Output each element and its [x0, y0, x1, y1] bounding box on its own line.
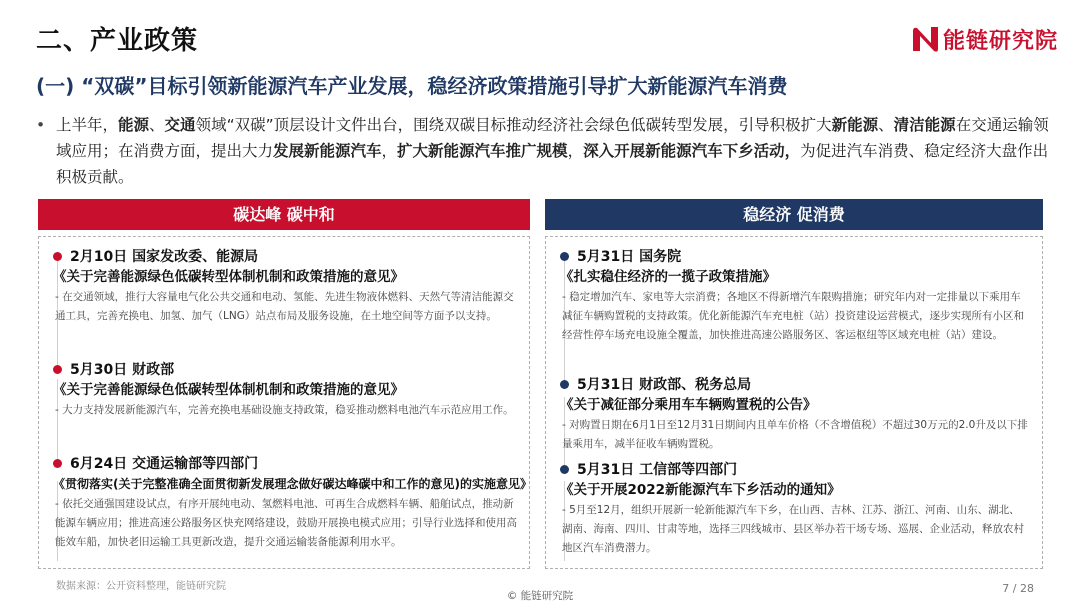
policy-date: 6月24日 交通运输部等四部门 — [70, 456, 259, 472]
policy-item — [560, 459, 1030, 558]
policy-title: 《关于减征部分乘用车车辆购置税的公告》 — [560, 397, 817, 413]
policy-item — [560, 246, 1030, 345]
logo-n-icon — [911, 25, 941, 53]
page-number: 7 / 28 — [1002, 582, 1034, 595]
brand-logo — [911, 24, 1058, 54]
intro-highlight: 新能源 — [831, 116, 879, 134]
logo-text: 能链研究院 — [942, 28, 1058, 54]
policy-item — [53, 246, 517, 326]
policy-title: 《扎实稳住经济的一揽子政策措施》 — [560, 269, 776, 285]
intro-highlight: 清洁能源 — [893, 116, 956, 134]
policy-desc: - 在交通领域，推行大容量电气化公共交通和电动、氢能、先进生物液体燃料、天然气等清洁能源交通工具，完善充换电、加氢、加气（LNG）站点布局及服务设施，在土地空间等方面予以支持。 — [55, 291, 514, 322]
policy-title: 《关于完善能源绿色低碳转型体制机制和政策措施的意见》 — [53, 382, 404, 398]
policy-desc: - 大力支持发展新能源汽车，完善充换电基础设施支持政策，稳妥推动燃料电池汽车示范应用工作。 — [55, 404, 514, 416]
intro-paragraph — [36, 112, 1056, 190]
policy-desc: - 依托交通强国建设试点，有序开展纯电动、氢燃料电池、可再生合成燃料车辆、船舶试点，推动新能源车辆应用；推进高速公路服务区快充网络建设，鼓励开展换电模式应用；引导行业选择和使用高能效车船，加快老旧运输工具更新改造，提升交通运输装备能源利用水平。 — [55, 498, 517, 548]
policy-desc: - 稳定增加汽车、家电等大宗消费；各地区不得新增汽车限购措施；研究年内对一定排量以下乘用车减征车辆购置税的支持政策。优化新能源汽车充电桩（站）投资建设运营模式，逐步实现所有小区和经营性停车场充电设施全覆盖，加快推进高速公路服务区、客运枢纽等区域充电桩（站）建设。 — [562, 291, 1024, 341]
policy-desc: - 5月至12月，组织开展新一轮新能源汽车下乡，在山西、吉林、江苏、浙江、河南、山东、湖北、湖南、海南、四川、甘肃等地，选择三四线城市、县区举办若干场专场、巡展、企业活动，释放农村地区汽车消费潜力。 — [562, 504, 1024, 554]
timeline-dot-icon — [53, 459, 62, 468]
policy-desc: - 对购置日期在6月1日至12月31日期间内且单车价格（不含增值税）不超过30万元的2.0升及以下排量乘用车，减半征收车辆购置税。 — [562, 419, 1028, 450]
intro-highlight: 发展新能源汽车 — [273, 142, 382, 160]
policy-date: 2月10日 国家发改委、能源局 — [70, 249, 259, 265]
timeline-dot-icon — [560, 465, 569, 474]
policy-item — [53, 359, 517, 420]
policy-list — [38, 236, 530, 569]
intro-highlight: 深入开展新能源汽车下乡活动， — [583, 142, 801, 160]
intro-segment: 为促进汽车消费、稳定经济大盘作出积极贡献。 — [56, 142, 1049, 186]
intro-segment: 领域“双碳”顶层设计文件出台，围绕双碳目标推动经济社会绿色低碳转型发展，引导积极扩大 — [195, 116, 832, 134]
intro-segment: 上半年， — [56, 116, 119, 134]
copyright: © 能链研究院 — [506, 590, 574, 602]
column-heading: 碳达峰 碳中和 — [38, 199, 530, 230]
intro-segment: ， — [567, 142, 584, 160]
intro-highlight: 扩大新能源汽车推广规模 — [397, 142, 568, 160]
policy-item — [53, 453, 532, 552]
page-title: 二、产业政策 — [36, 26, 199, 56]
intro-text — [36, 112, 1056, 190]
intro-segment: 、 — [149, 116, 165, 134]
policy-item — [560, 374, 1030, 454]
section-subtitle: (一) “双碳”目标引领新能源汽车产业发展，稳经济政策措施引导扩大新能源汽车消费 — [36, 74, 788, 98]
policy-date: 5月30日 财政部 — [70, 362, 175, 378]
consumption-policy-column — [545, 199, 1043, 569]
intro-segment: 在交通运输领域应用；在消费方面，提出大力 — [56, 116, 1049, 160]
policy-title: 《关于开展2022新能源汽车下乡活动的通知》 — [560, 482, 841, 498]
policy-date: 5月31日 国务院 — [577, 249, 682, 265]
intro-highlight: 交通 — [164, 116, 196, 134]
intro-segment: ， — [381, 142, 398, 160]
policy-title: 《贯彻落实(关于完整准确全面贯彻新发展理念做好碳达峰碳中和工作的意见)的实施意见》 — [53, 477, 532, 491]
intro-segment: 、 — [878, 116, 894, 134]
timeline-dot-icon — [53, 252, 62, 261]
policy-list — [545, 236, 1043, 569]
timeline-dot-icon — [560, 380, 569, 389]
intro-highlight: 能源 — [118, 116, 150, 134]
timeline-dot-icon — [53, 365, 62, 374]
carbon-policy-column — [38, 199, 530, 569]
policy-date: 5月31日 工信部等四部门 — [577, 462, 738, 478]
policy-date: 5月31日 财政部、税务总局 — [577, 377, 752, 393]
column-heading: 稳经济 促消费 — [545, 199, 1043, 230]
bullet-icon: • — [36, 116, 46, 134]
data-source: 数据来源：公开资料整理，能链研究院 — [56, 581, 226, 592]
policy-title: 《关于完善能源绿色低碳转型体制机制和政策措施的意见》 — [53, 269, 404, 285]
timeline-dot-icon — [560, 252, 569, 261]
